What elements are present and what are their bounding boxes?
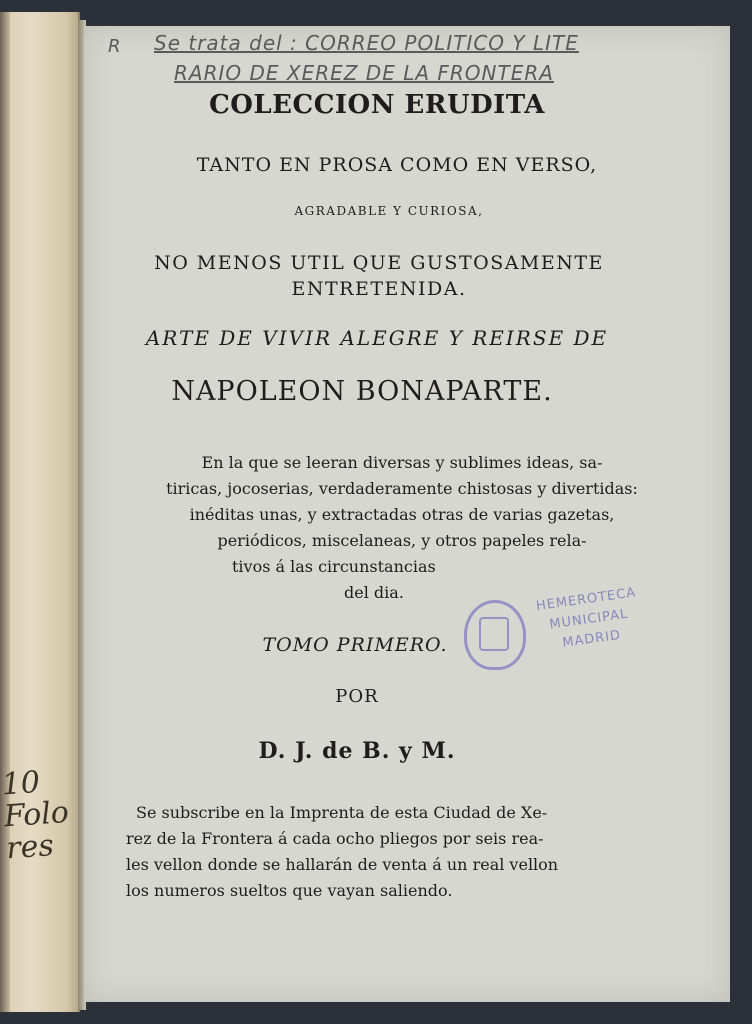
description-line: periódicos, miscelaneas, y otros papeles rela- [217,531,587,550]
description-line: tivos á las circunstancias [232,557,436,576]
margin-note-line: Folo [2,794,71,835]
library-stamp [464,585,654,674]
margin-note [1,765,78,866]
subscription-line: los numeros sueltos que vayan saliendo. [126,881,453,900]
description [132,450,672,606]
stamp-line: MUNICIPAL [548,606,630,633]
margin-note-line: 10 [0,764,42,803]
subscription-line: rez de la Frontera á cada ocho pliegos por seis rea- [126,829,544,848]
subtitle-1: TANTO EN PROSA COMO EN VERSO, [196,154,598,176]
handwritten-prefix: R [108,36,122,57]
description-line: del dia. [344,583,404,602]
margin-note-line: res [5,828,55,867]
by-label: POR [335,686,379,707]
work-title: ARTE DE VIVIR ALEGRE Y REIRSE DE [145,326,609,350]
subtitle-2: AGRADABLE Y CURIOSA, [294,204,484,218]
stamp-line: MADRID [561,627,622,651]
handwritten-note [108,28,724,88]
subscription-info [126,800,686,904]
description-line: En la que se leeran diversas y sublimes ideas, sa- [201,453,603,472]
author: D. J. de B. y M. [258,738,456,764]
subtitle-4: ENTRETENIDA. [291,278,467,300]
subtitle-3: NO MENOS UTIL QUE GUSTOSAMENTE [154,252,604,274]
left-page [0,12,80,1012]
handwritten-line-1: Se trata del : CORREO POLITICO Y LITE [154,31,579,55]
subject-name: NAPOLEON BONAPARTE. [171,376,553,407]
stamp-line: HEMEROTECA [535,585,638,615]
title-page [84,26,730,1002]
volume-label: TOMO PRIMERO. [262,634,448,656]
main-title: COLECCION ERUDITA [209,90,545,120]
subscription-line: Se subscribe en la Imprenta de esta Ciudad de Xe- [136,803,548,822]
subscription-line: les vellon donde se hallarán de venta á un real vellon [126,855,559,874]
description-line: tiricas, jocoserias, verdaderamente chistosas y divertidas: [166,479,638,498]
description-line: inéditas unas, y extractadas otras de varias gazetas, [189,505,615,524]
handwritten-line-2: RARIO DE XEREZ DE LA FRONTERA [174,61,554,85]
